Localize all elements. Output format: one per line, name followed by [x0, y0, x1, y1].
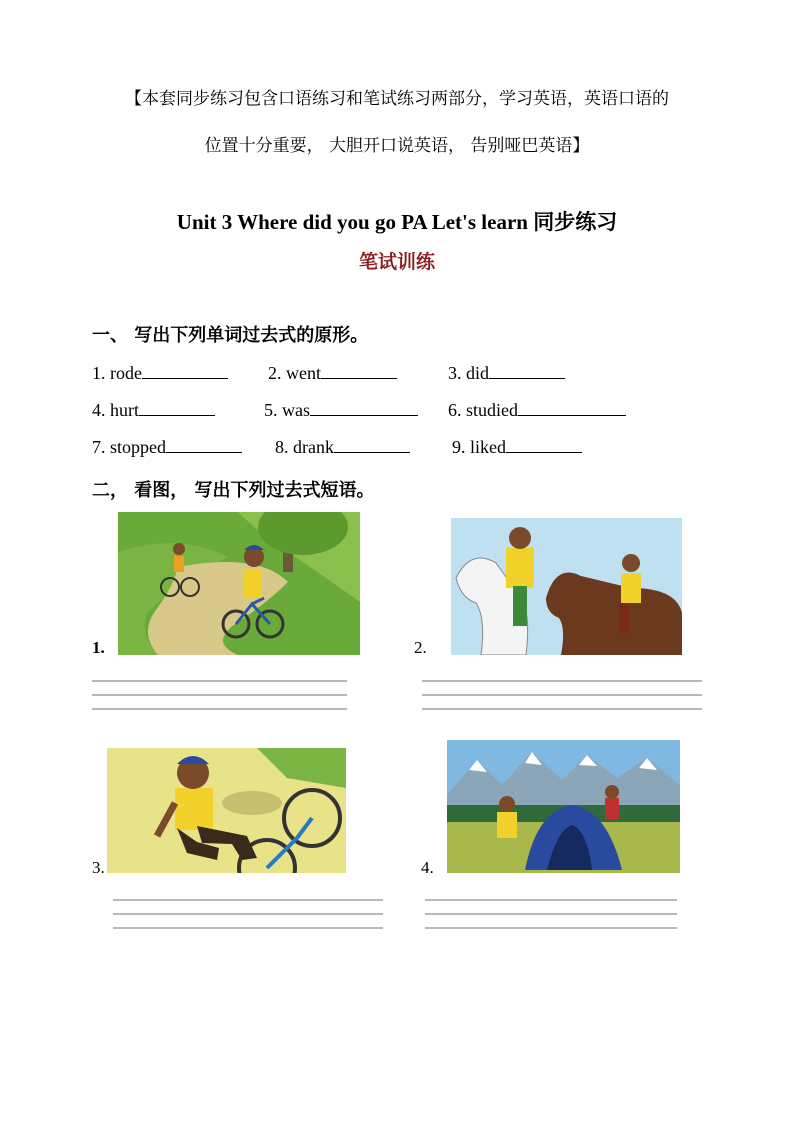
word-item-label: 5. was	[264, 400, 310, 420]
intro-line-2: 位置十分重要， 大胆开口说英语， 告别哑巴英语】	[204, 136, 590, 156]
camping-picture-icon	[447, 740, 680, 873]
word-item-1	[92, 362, 228, 384]
word-item-label: 1. rode	[92, 363, 142, 383]
word-item-label: 6. studied	[448, 400, 518, 420]
word-item-3	[448, 362, 565, 384]
answer-blank[interactable]	[142, 362, 228, 379]
section-1-heading: 一、 写出下列单词过去式的原形。	[92, 325, 369, 346]
picture-number-2: 2.	[414, 638, 427, 657]
horse-riding-picture-icon	[451, 518, 682, 655]
answer-blank[interactable]	[506, 436, 582, 453]
answer-lines-4[interactable]	[425, 899, 677, 941]
word-item-4	[92, 399, 215, 421]
word-item-9	[452, 436, 582, 458]
section-2-heading: 二， 看图， 写出下列过去式短语。	[92, 480, 375, 501]
picture-number-4: 4.	[421, 858, 434, 877]
answer-blank[interactable]	[166, 436, 242, 453]
picture-number-3: 3.	[92, 858, 105, 877]
word-item-2	[268, 362, 397, 384]
cycling-picture-icon	[118, 512, 360, 655]
word-item-label: 2. went	[268, 363, 321, 383]
answer-blank[interactable]	[139, 399, 215, 416]
word-item-7	[92, 436, 242, 458]
word-item-label: 3. did	[448, 363, 490, 383]
answer-blank[interactable]	[321, 362, 397, 379]
word-item-label: 4. hurt	[92, 400, 139, 420]
word-item-label: 7. stopped	[92, 437, 166, 457]
fell-off-bike-picture-icon	[107, 748, 346, 873]
answer-blank[interactable]	[334, 436, 410, 453]
answer-blank[interactable]	[310, 399, 418, 416]
answer-blank[interactable]	[489, 362, 565, 379]
word-item-6	[448, 399, 626, 421]
word-item-label: 8. drank	[275, 437, 334, 457]
word-item-5	[264, 399, 418, 421]
page-title: Unit 3 Where did you go PA Let's learn 同步练习	[176, 210, 618, 234]
word-item-label: 9. liked	[452, 437, 506, 457]
page-subtitle: 笔试训练	[358, 251, 435, 273]
answer-lines-3[interactable]	[113, 899, 383, 941]
picture-number-1: 1.	[92, 638, 105, 657]
word-item-8	[275, 436, 410, 458]
intro-line-1: 【本套同步练习包含口语练习和笔试练习两部分，学习英语，英语口语的	[125, 89, 669, 109]
answer-blank[interactable]	[518, 399, 626, 416]
answer-lines-2[interactable]	[422, 680, 702, 722]
answer-lines-1[interactable]	[92, 680, 347, 722]
